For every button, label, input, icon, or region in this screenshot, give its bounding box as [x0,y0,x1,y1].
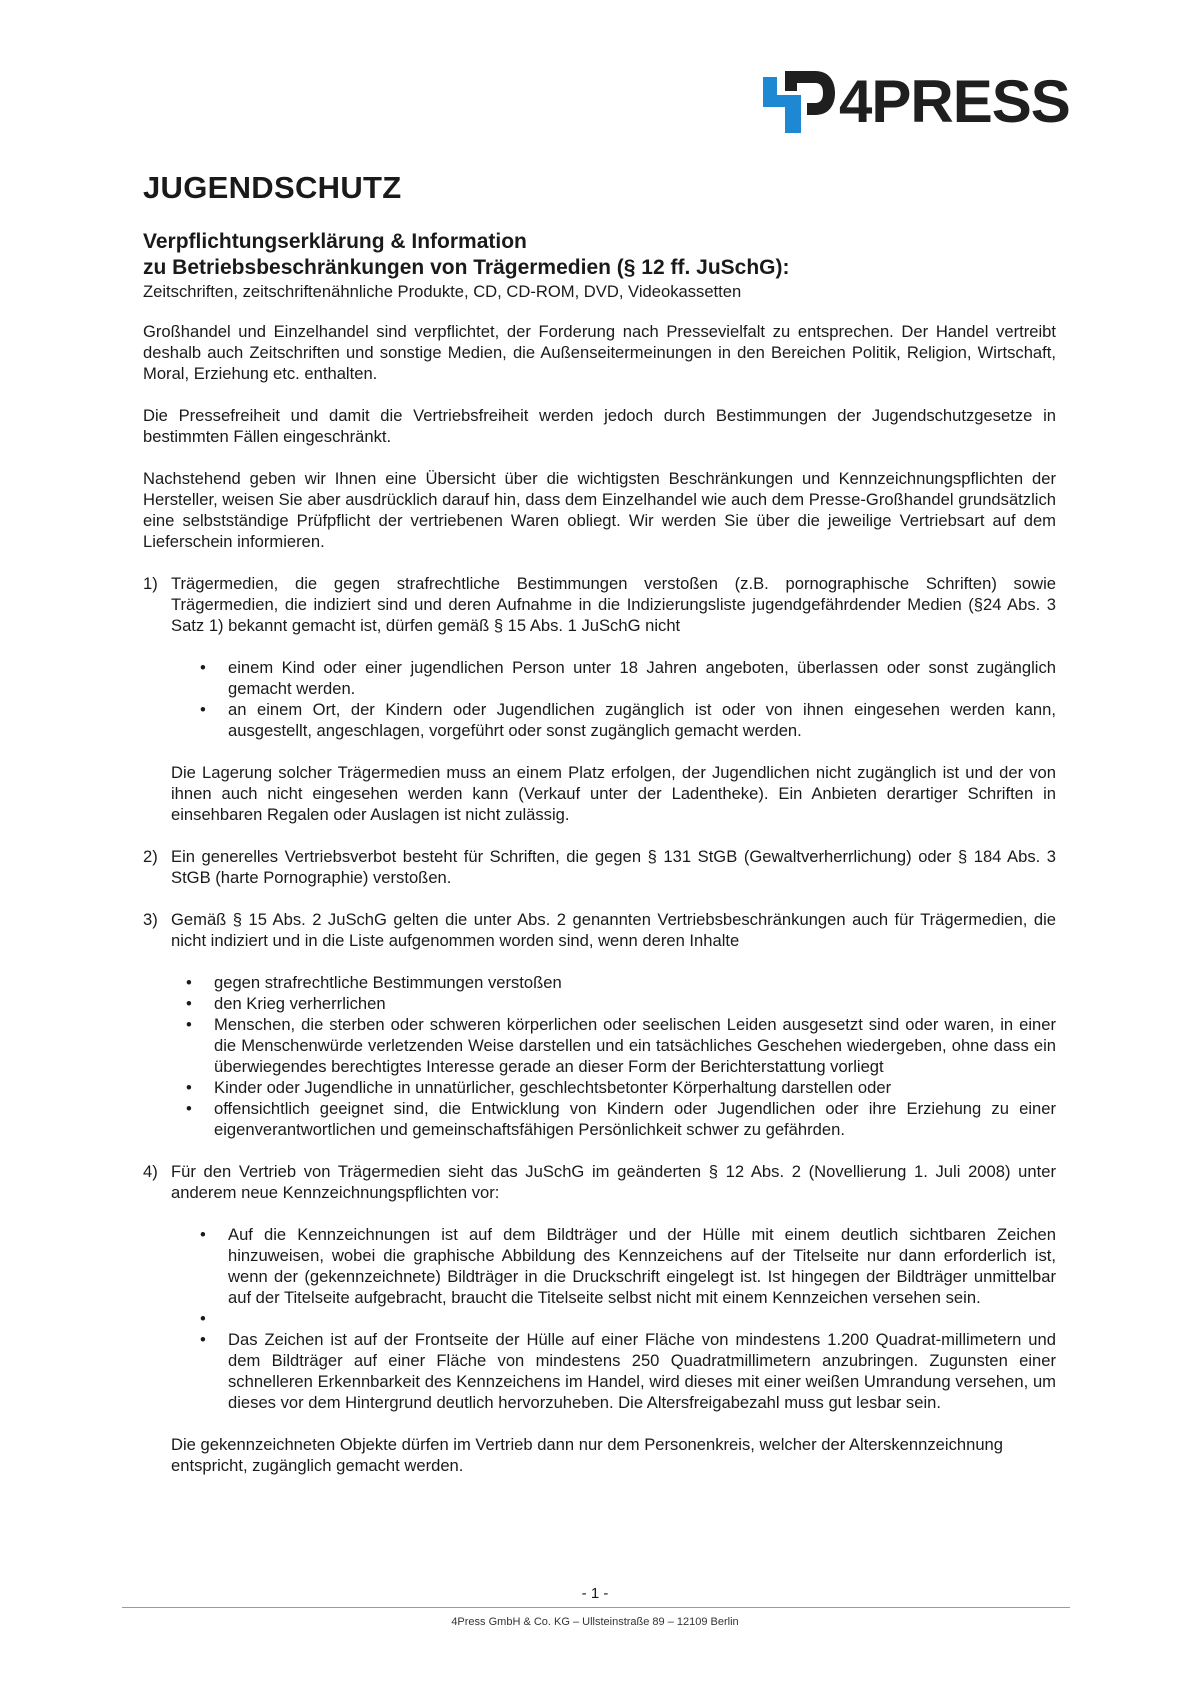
section-number: 2) [143,847,158,866]
page-number: - 1 - [581,1585,609,1602]
company-logo [763,70,1070,134]
bullet-list [171,1224,1056,1413]
section-followup-text: Die gekennzeichneten Objekte dürfen im Vertrieb dann nur dem Personenkreis, welcher der Alterskennzeichnung entspricht, zugänglich gemacht werden. [171,1435,1004,1475]
list-item: • einem Kind oder einer jugendlichen Person unter 18 Jahren angeboten, überlassen oder sonst zugänglich gemacht werden. [228,657,1056,699]
section-2 [143,846,1056,888]
section-1 [143,573,1056,825]
section-text: Gemäß § 15 Abs. 2 JuSchG gelten die unter Abs. 2 genannten Vertriebsbeschränkungen auch für Trägermedien, die nicht indiziert und in die Liste aufgenommen worden sind, wenn deren Inhalte [171,910,1056,950]
subtitle-line-2: zu Betriebsbeschränkungen von Trägermedien (§ 12 ff. JuSchG): [143,256,790,279]
page-title: JUGENDSCHUTZ [143,170,402,205]
section-text: Ein generelles Vertriebsverbot besteht für Schriften, die gegen § 131 StGB (Gewaltverherrlichung) oder § 184 Abs. 3 StGB (harte Pornographie) verstoßen. [171,847,1056,887]
section-followup-text: Die Lagerung solcher Trägermedien muss an einem Platz erfolgen, der Jugendlichen nicht zugänglich ist und der von ihnen auch nicht eingesehen werden kann (Verkauf unter der Ladentheke). Ein Anbieten derartiger Schriften in einsehbaren Regalen oder Auslagen ist nicht zulässig. [171,763,1056,824]
section-number: 1) [143,574,158,593]
list-item: • Auf die Kennzeichnungen ist auf dem Bildträger und der Hülle mit einem deutlich sichtbaren Zeichen hinzuweisen, wobei die graphische Abbildung des Kennzeichens auf der Titelseite nur dann erforderlich ist, wenn der (gekennzeichnete) Bildträger in die Druckschrift eingelegt ist. Ist hingegen der Bildträger unmittelbar auf der Titelseite aufgebracht, braucht die Titelseite selbst nicht mit einem Kennzeichen versehen sein. [228,1224,1056,1308]
list-item: • offensichtlich geeignet sind, die Entwicklung von Kindern oder Jugendlichen oder ihre Erziehung zu einer eigenverantwortlichen und gemeinschaftsfähigen Persönlichkeit schwer zu gefährden. [214,1098,1056,1140]
section-4 [143,1161,1056,1476]
section-text: Trägermedien, die gegen strafrechtliche Bestimmungen verstoßen (z.B. pornographische Schriften) sowie Trägermedien, die indiziert sind und deren Aufnahme in die Indizierungsliste jugendgefährdender Medien (§24 Abs. 3 Satz 1) bekannt gemacht ist, dürfen gemäß § 15 Abs. 1 JuSchG nicht [171,574,1056,635]
intro-paragraph: Die Pressefreiheit und damit die Vertriebsfreiheit werden jedoch durch Bestimmungen der Jugendschutzgesetze in bestimmten Fällen eingeschränkt. [143,406,1056,446]
logo-text: 4PRESS [839,68,1070,135]
list-item: • Menschen, die sterben oder schweren körperlichen oder seelischen Leiden ausgesetzt sind oder waren, in einer die Menschenwürde verletzenden Weise darstellen und ein tatsächliches Geschehen wiedergeben, ohne dass ein überwiegendes berechtigtes Interesse gerade an dieser Form der Berichterstattung vorliegt [214,1014,1056,1077]
section-number: 4) [143,1162,158,1181]
section-number: 3) [143,910,158,929]
subtitle-block [143,229,1063,281]
media-types-line: Zeitschriften, zeitschriftenähnliche Produkte, CD, CD-ROM, DVD, Videokassetten [143,282,742,301]
footer-address: 4Press GmbH & Co. KG – Ullsteinstraße 89 – 12109 Berlin [451,1616,739,1628]
bullet-list [171,657,1056,741]
section-3 [143,909,1056,1140]
section-text: Für den Vertrieb von Trägermedien sieht das JuSchG im geänderten § 12 Abs. 2 (Novellierung 1. Juli 2008) unter anderem neue Kennzeichnungspflichten vor: [171,1162,1056,1202]
list-item: • gegen strafrechtliche Bestimmungen verstoßen [214,972,1056,993]
intro-paragraph: Großhandel und Einzelhandel sind verpflichtet, der Forderung nach Pressevielfalt zu entsprechen. Der Handel vertreibt deshalb auch Zeitschriften und sonstige Medien, die Außenseitermeinungen in den Bereichen Politik, Religion, Wirtschaft, Moral, Erziehung etc. enthalten. [143,322,1056,383]
intro-paragraph: Nachstehend geben wir Ihnen eine Übersicht über die wichtigsten Beschränkungen und Kennzeichnungspflichten der Hersteller, weisen Sie aber ausdrücklich darauf hin, dass dem Einzelhandel wie auch dem Presse-Großhandel grundsätzlich eine selbstständige Prüfpflicht der vertriebenen Waren obliegt. Wir werden Sie über die jeweilige Vertriebsart auf dem Lieferschein informieren. [143,469,1056,551]
document-body [143,321,1056,1476]
list-item: • an einem Ort, der Kindern oder Jugendlichen zugänglich ist oder von ihnen eingesehen werden kann, ausgestellt, angeschlagen, vorgeführt oder sonst zugänglich gemacht werden. [228,699,1056,741]
list-item: • Das Zeichen ist auf der Frontseite der Hülle auf einer Fläche von mindestens 1.200 Quadrat-millimetern und dem Bildträger auf einer Fläche von mindestens 250 Quadratmillimetern anzubringen. Zugunsten einer schnelleren Erkennbarkeit des Kennzeichens im Handel, wird dieses mit einer weißen Umrandung versehen, um dieses vor dem Hintergrund deutlich hervorzuheben. Die Altersfreigabezahl muss gut lesbar sein. [228,1329,1056,1413]
logo-mark-icon [763,71,835,133]
list-item: • den Krieg verherrlichen [214,993,1056,1014]
list-item: • Kinder oder Jugendliche in unnatürlicher, geschlechtsbetonter Körperhaltung darstellen oder [214,1077,1056,1098]
footer-divider [122,1607,1070,1608]
bullet-list [171,972,1056,1140]
subtitle-line-1: Verpflichtungserklärung & Information [143,230,527,253]
